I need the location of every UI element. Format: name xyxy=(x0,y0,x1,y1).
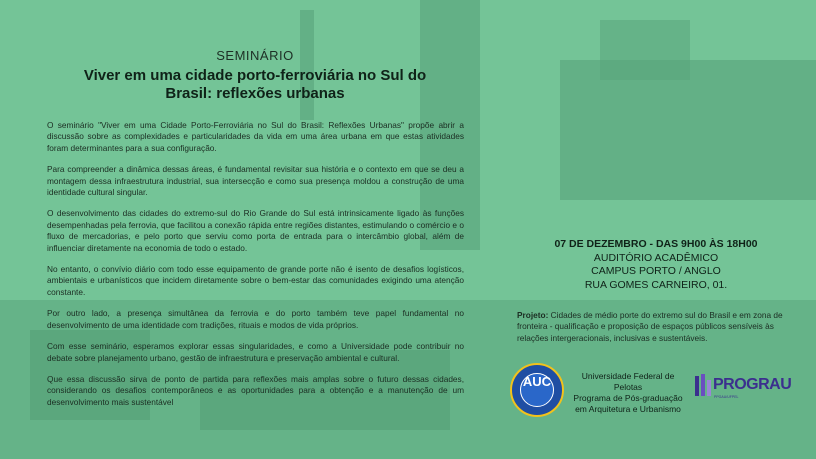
paragraph: Com esse seminário, esperamos explorar essas singularidades, e como a Universidade pode contribuir no debate sobre planejamento urbano, gestão de infraestrutura e preservação ambiental e cultural. xyxy=(47,341,464,363)
logos-row xyxy=(510,363,800,423)
university-label: Universidade Federal de Pelotas xyxy=(581,371,675,392)
paragraph: Por outro lado, a presença simultânea da ferrovia e do porto também teve papel fundamental no desenvolvimento de uma identidade com tradições, rituais e modos de vida próprios. xyxy=(47,308,464,330)
prograu-wordmark: PROGRAU xyxy=(713,376,792,393)
project-label: Projeto: xyxy=(517,310,549,320)
description xyxy=(47,120,464,418)
event-venue: AUDITÓRIO ACADÊMICO xyxy=(593,251,719,264)
event-campus: CAMPUS PORTO / ANGLO xyxy=(591,265,721,277)
paragraph: O seminário "Viver em uma Cidade Porto-Ferroviária no Sul do Brasil: Reflexões Urbanas" propõe abrir a discussão sobre as complexidades e particularidades da vida em uma área urbana em que estas atividades foram determinantes para a sua configuração. xyxy=(47,120,464,153)
paragraph: No entanto, o convívio diário com todo esse equipamento de grande porte não é isento de desafios logísticos, ambientais e urbanísticos que incidem diretamente sobre o bem-estar das comunidades exigindo uma atenção constante. xyxy=(47,264,464,297)
event-details xyxy=(538,238,774,292)
paragraph: Para compreender a dinâmica dessas áreas, é fundamental revisitar sua história e o contexto em que se deu a montagem dessa infraestrutura industrial, sua intersecção e como sua presença moldou a construção de uma identidade cultural singular. xyxy=(47,164,464,198)
title-block xyxy=(70,48,440,103)
event-address: RUA GOMES CARNEIRO, 01. xyxy=(584,278,728,291)
page-title: Viver em uma cidade porto-ferroviária no Sul do Brasil: reflexões urbanas xyxy=(83,67,427,102)
field-label: em Arquitetura e Urbanismo xyxy=(575,404,681,414)
prograu-tagline: PPGAU/UFPEL xyxy=(714,395,739,399)
prograu-logo xyxy=(695,372,795,402)
seal-mark: AUC xyxy=(522,374,552,389)
prograu-icon xyxy=(695,374,711,396)
university-name xyxy=(568,371,688,415)
program-label: Programa de Pós-graduação xyxy=(573,393,683,403)
paragraph: O desenvolvimento das cidades do extremo-sul do Rio Grande do Sul está intrinsicamente ligado às funções desempenhadas pela ferrovia, que facilitou a conexão rápida entre regiões distantes, estimulando o comércio e o fluxo de mercadorias, e pelo porto que serviu como porta de entrada para o intercâmbio global, além de influenciar diretamente na economia de todo o estado. xyxy=(47,208,464,253)
ufpel-seal-logo xyxy=(510,363,564,417)
seminar-kicker: SEMINÁRIO xyxy=(216,48,294,63)
project-text: Cidades de médio porte do extremo sul do Brasil e em zona de fronteira - qualificação e proposição de espaços públicos sensíveis às relações intergeracionais, inclusivas e sustentáveis. xyxy=(517,310,783,343)
event-date: 07 DE DEZEMBRO - DAS 9H00 ÀS 18H00 xyxy=(554,238,758,250)
paragraph: Que essa discussão sirva de ponto de partida para reflexões mais amplas sobre o futuro dessas cidades, considerando os desafios contemporâneos e as oportunidades para a obtenção e a manutenção de um desenvolvimento mais sustentável xyxy=(47,373,464,407)
project-info xyxy=(517,310,790,344)
